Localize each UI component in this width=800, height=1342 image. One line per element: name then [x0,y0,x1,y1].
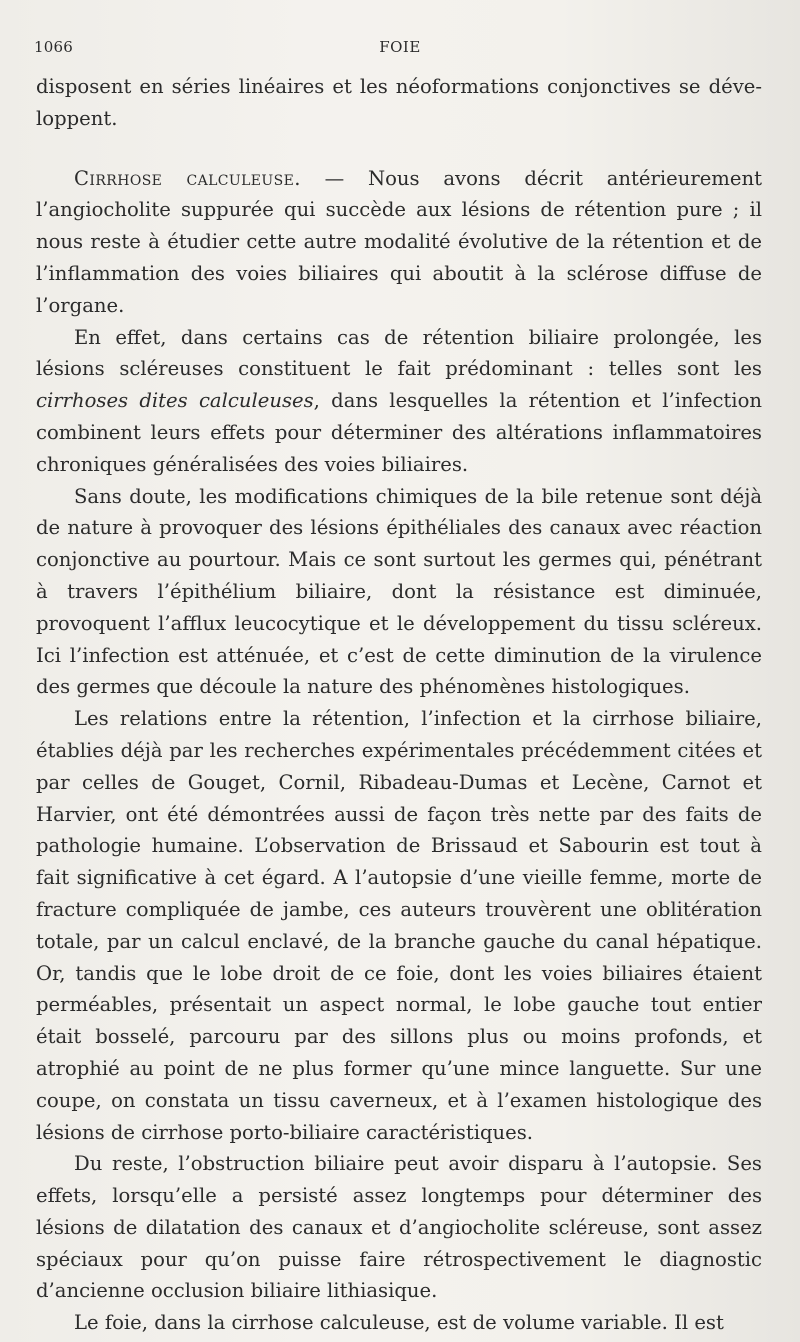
page-header [34,38,766,62]
paragraph: Les relations entre la rétention, l’infection et la cirrhose biliaire, établies déjà par les recherches expérimentales précédemment citées et par celles de Gouget, Cornil, Ribadeau-Dumas et Lecène, Carnot et Harvier, ont été démontrées aussi de façon très nette par des faits de pathologie humaine. L’observation de Brissaud et Sabourin est tout à fait significative à cet égard. A l’autopsie d’une vieille femme, morte de fracture compliquée de jambe, ces auteurs trouvèrent une oblitération totale, par un calcul enclavé, de la branche gauche du canal hépatique. Or, tandis que le lobe droit de ce foie, dont les voies biliaires étaient perméables, présentait un aspect normal, le lobe gauche tout entier était bosselé, parcouru par des sillons plus ou moins profonds, et atrophié au point de ne plus former qu’une mince languette. Sur une coupe, on constata un tissu caverneux, et à l’examen histologique des lésions de cirrhose porto-biliaire caractéristiques. [36,707,762,1144]
page-number: 1066 [34,38,73,56]
paragraph-continuation: disposent en séries linéaires et les néoformations conjonctives se déve-loppent. [36,75,762,130]
paragraph-text: , dans lesquelles la rétention et l’infection combinent leurs effets pour déterminer des altérations inflammatoires chroniques généralisées des voies biliaires. [36,389,762,476]
paragraph-last-line: Le foie, dans la cirrhose calculeuse, est de volume variable. Il est [74,1311,724,1335]
paragraph: Sans doute, les modifications chimiques de la bile retenue sont déjà de nature à provoquer des lésions épithéliales des canaux avec réaction conjonctive au pourtour. Mais ce sont surtout les germes qui, pénétrant à travers l’épithélium biliaire, dont la résistance est diminuée, provoquent l’afflux leucocytique et le développement du tissu scléreux. Ici l’infection est atténuée, et c’est de cette diminution de la virulence des germes que découle la nature des phénomènes histologiques. [36,484,762,699]
running-title: FOIE [379,38,421,56]
paragraph [36,322,762,481]
paragraph-section-start [36,163,762,322]
section-heading: Cirrhose calculeuse. [74,166,301,190]
paragraph-text: — Nous avons décrit antérieurement l’angiocholite suppurée qui succède aux lésions de rétention pure ; il nous reste à étudier cette autre modalité évolutive de la rétention et de l’inflammation des voies biliaires qui aboutit à la sclérose diffuse de l’organe. [36,166,762,317]
italic-term: cirrhoses dites calculeuses [36,389,314,413]
page-body [36,71,762,1339]
paragraph-text: En effet, dans certains cas de rétention biliaire prolongée, les lésions scléreuses constituent le fait prédominant : telles sont les [36,325,762,381]
paragraph: Du reste, l’obstruction biliaire peut avoir disparu à l’autopsie. Ses effets, lorsqu’elle a persisté assez longtemps pour déterminer des lésions de dilatation des canaux et d’angiocholite scléreuse, sont assez spéciaux pour qu’on puisse faire rétrospectivement le diagnostic d’ancienne occlusion biliaire lithiasique. [36,1152,762,1303]
